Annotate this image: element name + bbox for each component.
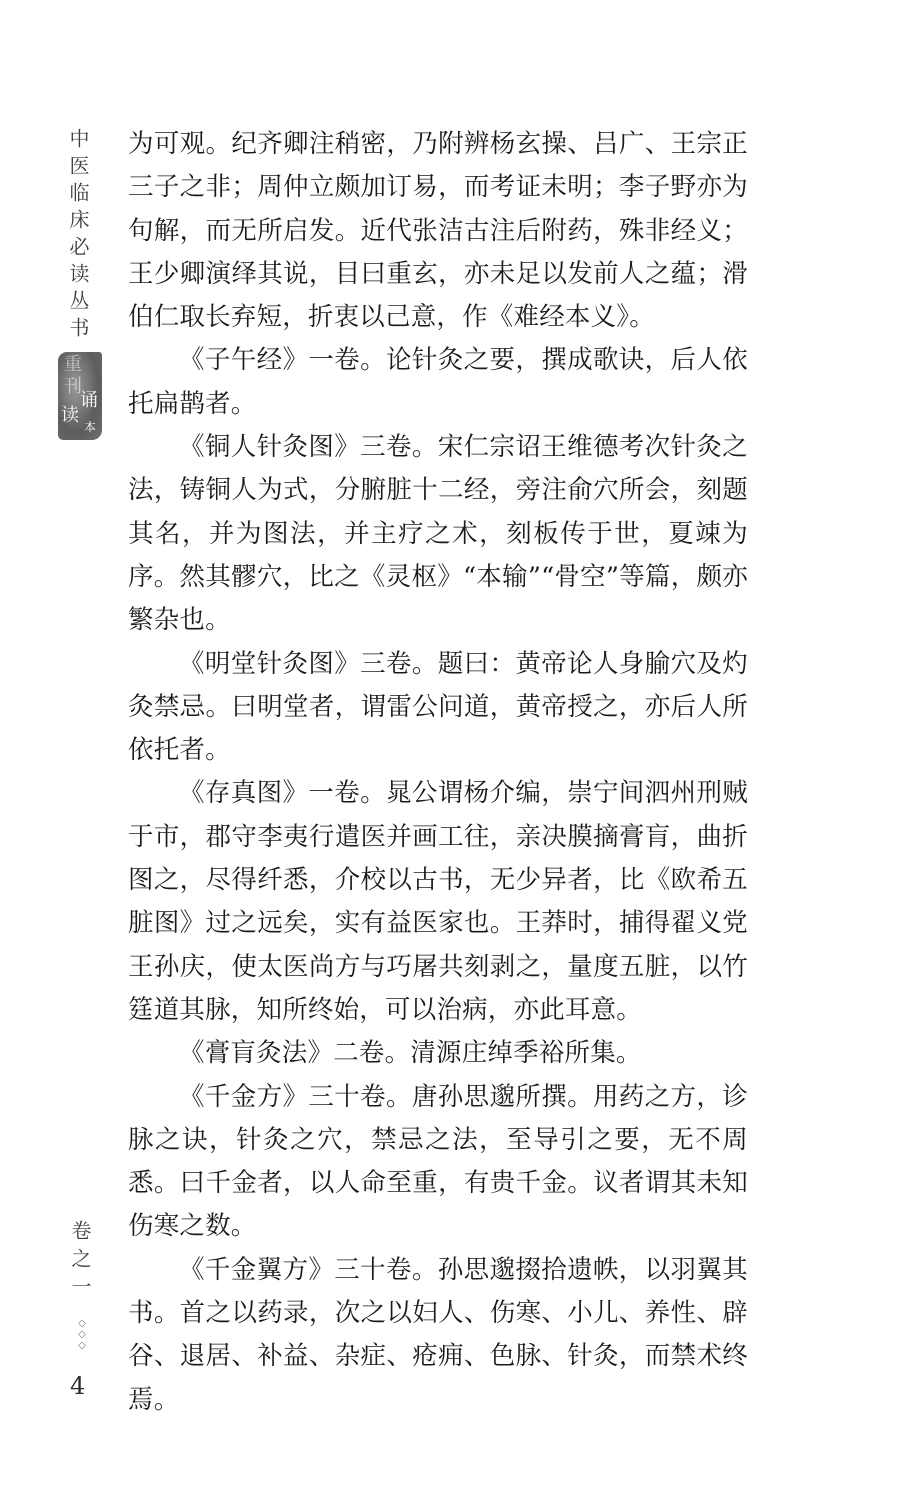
stamp-char: 本 <box>84 420 97 434</box>
series-title: 中医临床必读丛书 <box>66 128 90 344</box>
paragraph: 《铜人针灸图》三卷。宋仁宗诏王维德考次针灸之法，铸铜人为式，分腑脏十二经，旁注俞穴所会，刻题其名，并为图法，并主疗之术，刻板传于世，夏竦为序。然其髎穴，比之《灵枢》“本输”“骨空”等篇，颇亦繁杂也。 <box>128 432 748 636</box>
body-text <box>128 123 748 1422</box>
series-sidebar <box>58 128 98 440</box>
paragraph: 《千金方》三十卷。唐孙思邈所撰。用药之方，诊脉之诀，针灸之穴，禁忌之法，至导引之要，无不周悉。曰千金者，以人命至重，有贵千金。议者谓其未知伤寒之数。 <box>128 1081 748 1242</box>
stamp-char: 重 <box>64 354 82 375</box>
paragraph: 《千金翼方》三十卷。孙思邈掇拾遗帙，以羽翼其书。首之以药录，次之以妇人、伤寒、小儿、养性、辟谷、退居、补益、杂症、疮痈、色脉、针灸，而禁术终焉。 <box>128 1254 748 1415</box>
paragraph: 《子午经》一卷。论针灸之要，撰成歌诀，后人依托扁鹊者。 <box>128 345 748 419</box>
series-seal-stamp <box>58 352 102 440</box>
paragraph: 为可观。纪齐卿注稍密，乃附辨杨玄操、吕广、王宗正三子之非；周仲立颇加订易，而考证未明；李子野亦为句解，而无所启发。近代张洁古注后附药，殊非经义；王少卿演绎其说，目曰重玄，亦未足以发前人之蕴；滑伯仁取长弃短，折衷以己意，作《难经本义》。 <box>128 129 748 333</box>
page-number: 4 <box>70 1372 86 1400</box>
volume-label: 卷之一 <box>68 1220 92 1304</box>
stamp-char: 诵 <box>80 390 98 411</box>
paragraph: 《存真图》一卷。晁公谓杨介编，崇宁间泗州刑贼于市，郡守李夷行遣医并画工往，亲决膜摘膏肓，曲折图之，尽得纤悉，介校以古书，无少异者，比《欧希五脏图》过之远矣，实有益医家也。王莽时，捕得翟义党王孙庆，使太医尚方与巧屠共刻剥之，量度五脏，以竹筳道其脉，知所终始，可以治病，亦此耳意。 <box>128 778 748 1025</box>
paragraph: 《膏肓灸法》二卷。清源庄绰季裕所集。 <box>179 1038 642 1069</box>
diamond-ornament-icon: ◇ ◇ ◇ <box>78 1318 86 1351</box>
stamp-char: 刊 <box>64 376 82 397</box>
stamp-char: 读 <box>61 405 79 426</box>
paragraph: 《明堂针灸图》三卷。题曰：黄帝论人身腧穴及灼灸禁忌。曰明堂者，谓雷公问道，黄帝授之，亦后人所依托者。 <box>128 648 748 766</box>
